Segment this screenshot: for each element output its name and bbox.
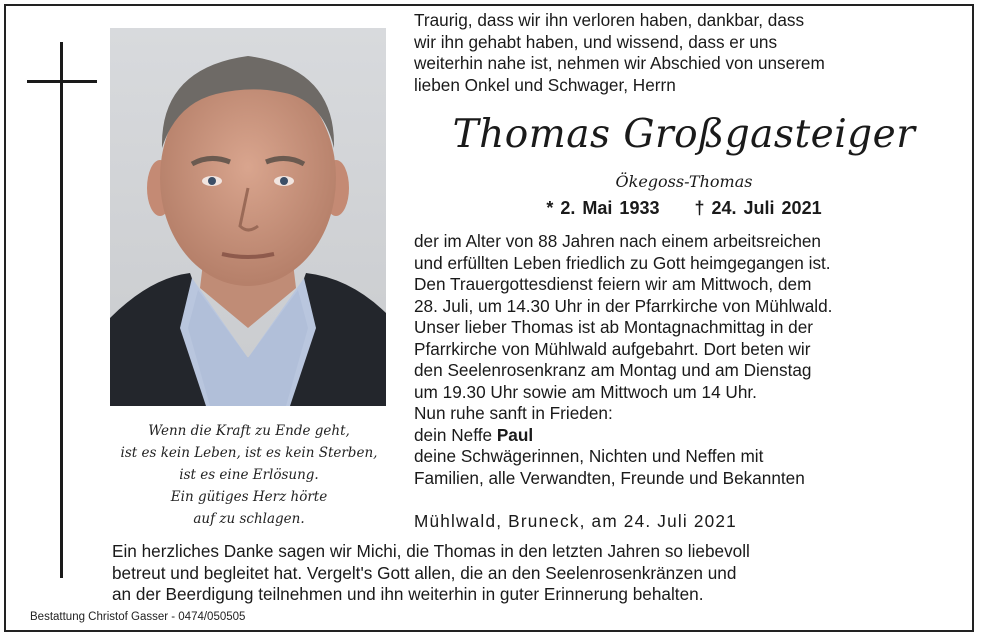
notice-body <box>414 231 954 489</box>
intro-line: wir ihn gehabt haben, und wissend, dass er uns <box>414 31 778 52</box>
body-line: Pfarrkirche von Mühlwald aufgebahrt. Dort beten wir <box>414 338 811 359</box>
family-line: Familien, alle Verwandten, Freunde und Bekannten <box>414 467 805 488</box>
cross-icon <box>60 42 63 578</box>
poem-line: ist es eine Erlösung. <box>179 467 319 483</box>
nephew-line <box>414 425 954 447</box>
nephew-prefix: dein Neffe <box>414 424 497 445</box>
body-line: den Seelenrosenkranz am Montag und am Dienstag <box>414 360 812 380</box>
poem-line: Wenn die Kraft zu Ende geht, <box>148 423 350 439</box>
nephew-name: Paul <box>496 424 534 445</box>
place-date: Mühlwald, Bruneck, am 24. Juli 2021 <box>414 511 737 531</box>
intro-line: lieben Onkel und Schwager, Herrn <box>414 74 676 95</box>
thanks-text <box>112 541 750 606</box>
family-line: deine Schwägerinnen, Nichten und Neffen mit <box>414 446 764 466</box>
poem-line: ist es kein Leben, ist es kein Sterben, <box>120 445 378 461</box>
intro-text <box>414 10 954 96</box>
thanks-line: an der Beerdigung teilnehmen und ihn weiterhin in guter Erinnerung behalten. <box>112 584 704 604</box>
death-date: † 24. Juli 2021 <box>694 198 822 218</box>
body-line: um 19.30 Uhr sowie am Mittwoch um 14 Uhr. <box>414 381 757 402</box>
body-line: 28. Juli, um 14.30 Uhr in der Pfarrkirche von Mühlwald. <box>414 295 833 316</box>
thanks-line: Ein herzliches Danke sagen wir Michi, die Thomas in den letzten Jahren so liebevoll <box>112 541 750 561</box>
portrait-photo <box>110 28 386 406</box>
funeral-home-footer: Bestattung Christof Gasser - 0474/050505 <box>30 611 246 623</box>
body-line: und erfüllten Leben friedlich zu Gott heimgegangen ist. <box>414 252 831 273</box>
deceased-name: Thomas Großgasteiger <box>452 112 916 157</box>
poem-line: Ein gütiges Herz hörte <box>170 489 328 505</box>
body-line: Den Trauergottesdienst feiern wir am Mittwoch, dem <box>414 274 812 294</box>
cross-icon-bar <box>27 80 97 83</box>
poem-line: auf zu schlagen. <box>193 511 305 527</box>
body-line: Nun ruhe sanft in Frieden: <box>414 403 613 423</box>
birth-date: * 2. Mai 1933 <box>546 198 660 218</box>
intro-line: weiterhin nahe ist, nehmen wir Abschied von unserem <box>414 53 825 73</box>
thanks-line: betreut und begleitet hat. Vergelt's Gott allen, die an den Seelenrosenkränzen und <box>112 562 737 583</box>
deceased-nickname: Ökegoss-Thomas <box>615 172 753 191</box>
body-line: der im Alter von 88 Jahren nach einem arbeitsreichen <box>414 231 821 251</box>
memorial-poem <box>103 420 395 530</box>
life-dates <box>414 198 954 219</box>
body-line: Unser lieber Thomas ist ab Montagnachmittag in der <box>414 317 814 337</box>
intro-line: Traurig, dass wir ihn verloren haben, dankbar, dass <box>414 10 805 30</box>
